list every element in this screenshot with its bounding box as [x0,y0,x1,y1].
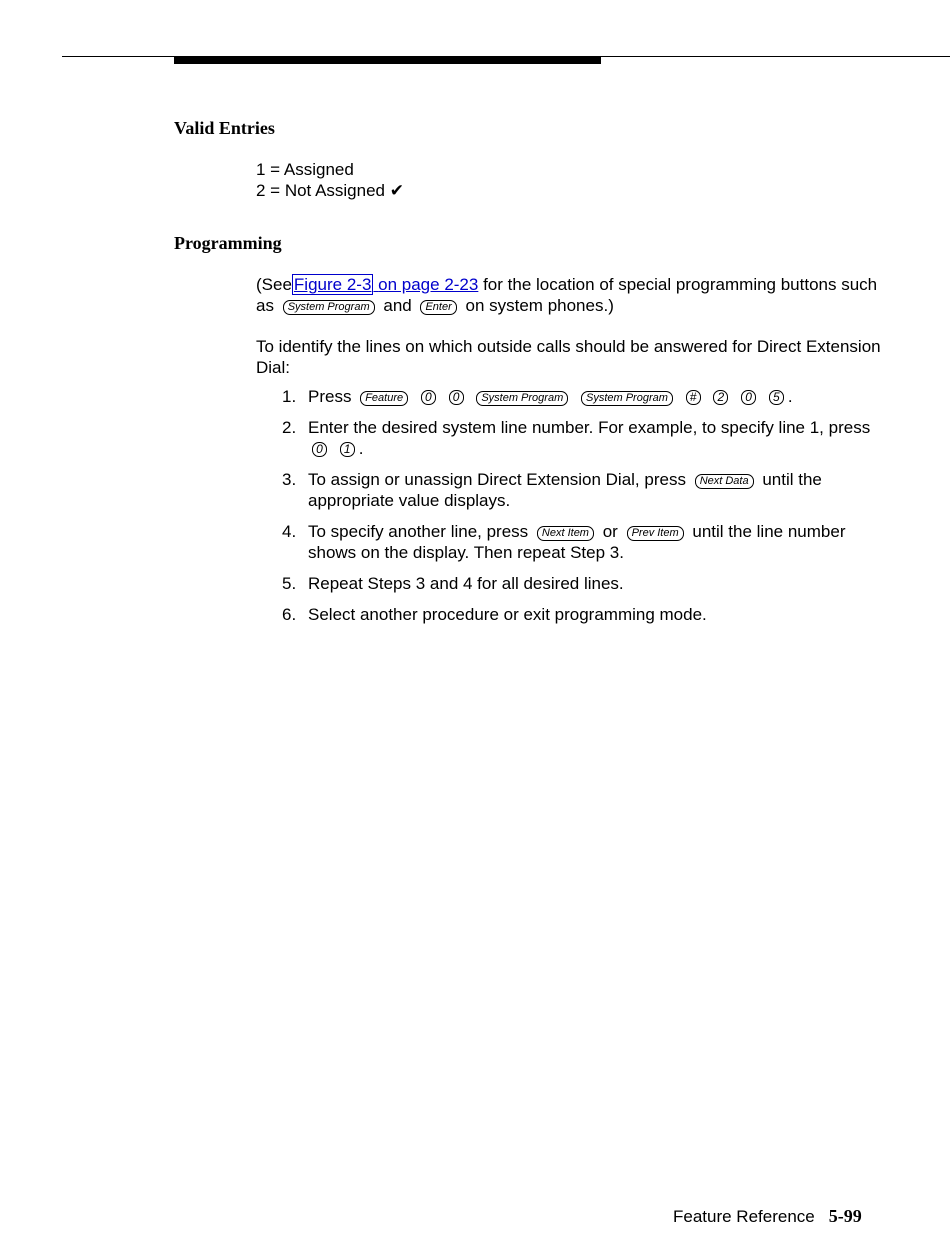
step-number: 4. [282,522,297,541]
digit-key: 1 [340,442,355,457]
programming-heading: Programming [174,233,282,253]
system-program-key: System Program [283,300,375,315]
next-data-key: Next Data [695,474,754,489]
step-text: Select another procedure or exit programming mode. [308,605,707,624]
step-number: 6. [282,605,297,624]
valid-entry-item: 1 = Assigned [256,160,354,179]
default-checkmark-icon: ✔ [389,181,404,200]
programming-steps [282,386,882,635]
figure-link[interactable]: Figure 2-3 [293,275,372,294]
step-middle: or [602,522,618,541]
see-middle: for the location of special programming buttons such as [256,275,878,315]
next-item-key: Next Item [537,526,594,541]
footer-section-title: Feature Reference [673,1207,815,1226]
step-number: 2. [282,418,297,437]
step-text: To assign or unassign Direct Extension Dial, press [308,470,686,489]
see-figure-paragraph [256,274,896,316]
intro-paragraph: To identify the lines on which outside calls should be answered for Direct Extension Dial: [256,337,881,377]
valid-entries-list [256,159,896,201]
step-item [282,521,882,563]
step-item [282,604,882,625]
and-text: and [383,296,412,315]
page-link[interactable]: on page 2-23 [378,275,479,294]
header-bar [174,56,601,64]
prev-item-key: Prev Item [627,526,684,541]
page-footer [673,1206,862,1227]
step-number: 1. [282,387,297,406]
step-number: 5. [282,574,297,593]
valid-entry-item-text: 2 = Not Assigned [256,181,386,200]
step-item [282,417,882,459]
digit-key: 5 [769,390,784,405]
feature-key: Feature [360,391,408,406]
digit-key: 0 [741,390,756,405]
see-prefix: (See [256,275,292,294]
valid-entries-heading: Valid Entries [174,118,275,138]
digit-key: 0 [312,442,327,457]
step-item [282,573,882,594]
step-suffix: . [787,387,793,406]
valid-entry-item [256,180,896,201]
digit-key: 2 [713,390,728,405]
step-item [282,386,882,407]
digit-key: 0 [421,390,436,405]
step-text: Enter the desired system line number. For example, to specify line 1, press [308,418,871,437]
pound-key: # [686,390,701,405]
see-suffix: on system phones.) [465,296,614,315]
step-text: Press [308,387,352,406]
step-suffix: until the line number shows on the display. Then repeat Step 3. [308,522,846,562]
system-program-key: System Program [476,391,568,406]
step-text: Repeat Steps 3 and 4 for all desired lines. [308,574,624,593]
digit-key: 0 [449,390,464,405]
step-suffix: . [358,439,364,458]
step-number: 3. [282,470,297,489]
enter-key: Enter [420,300,456,315]
step-suffix: until the appropriate value displays. [308,470,822,510]
system-program-key: System Program [581,391,673,406]
page-number: 5-99 [828,1206,862,1226]
step-text: To specify another line, press [308,522,529,541]
step-item [282,469,882,511]
